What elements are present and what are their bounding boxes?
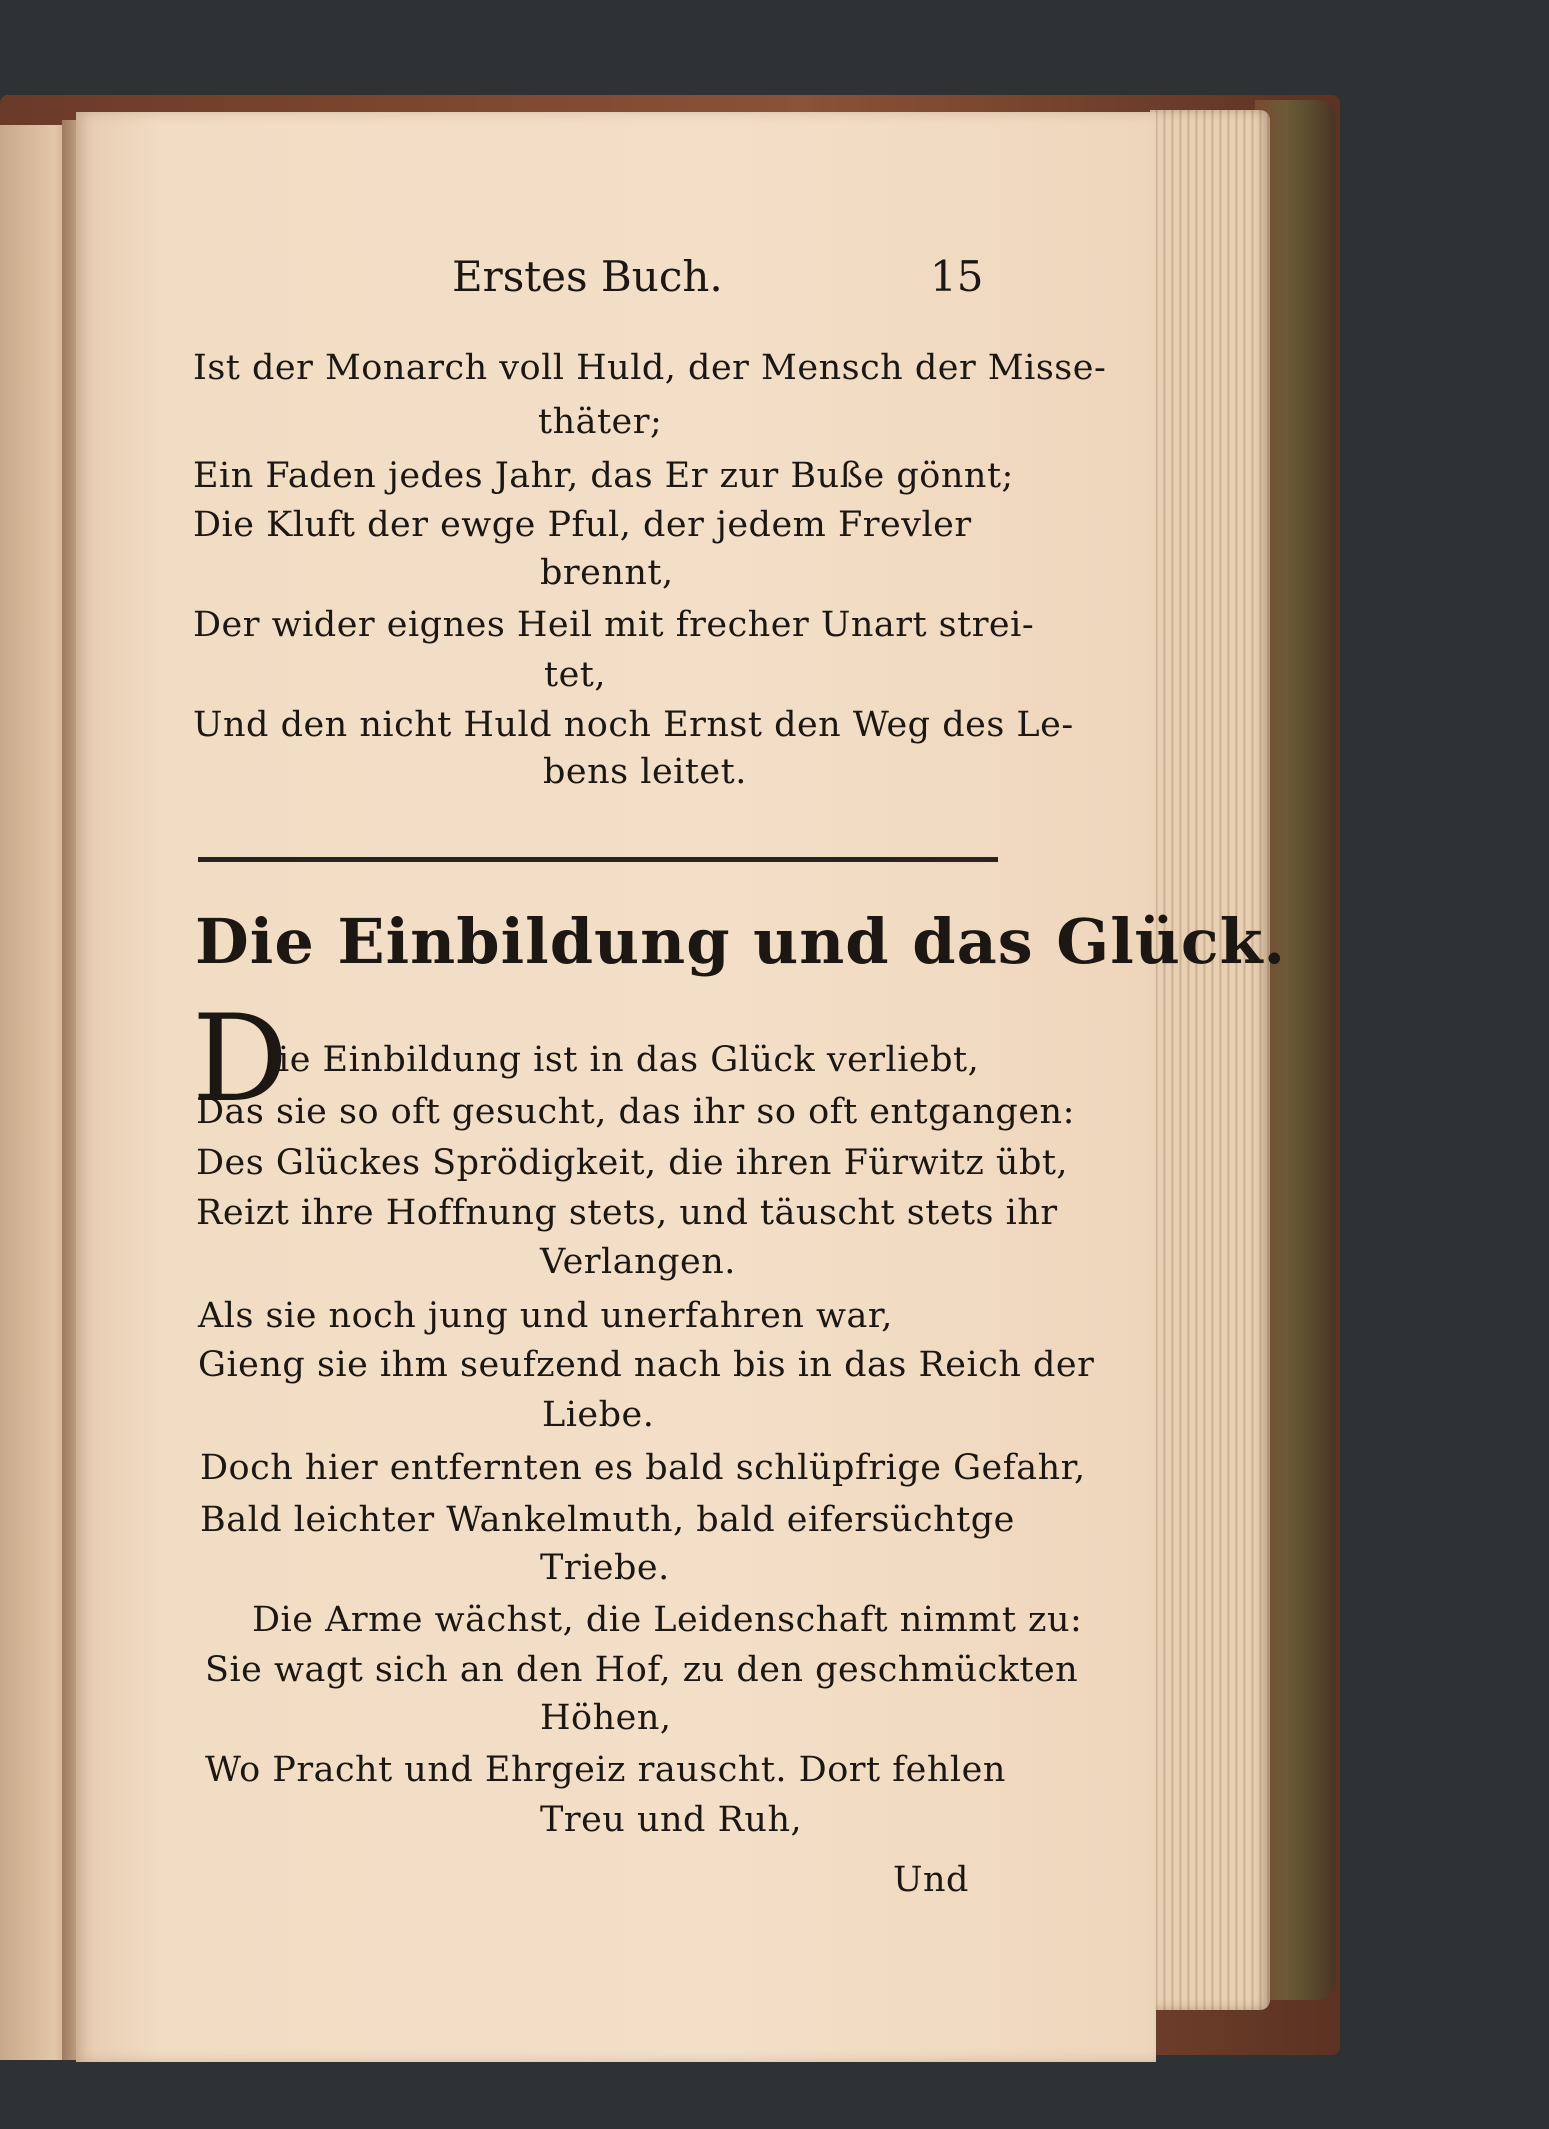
verse-line: Wo Pracht und Ehrgeiz rauscht. Dort fehlen xyxy=(205,1750,1006,1790)
verse-line: Sie wagt sich an den Hof, zu den geschmückten xyxy=(205,1650,1079,1690)
verse-line: Ist der Monarch voll Huld, der Mensch der Misse- xyxy=(193,348,1107,388)
verse-line: Triebe. xyxy=(540,1548,670,1588)
verse-line: Das sie so oft gesucht, das ihr so oft entgangen: xyxy=(196,1092,1075,1132)
verse-line: ie Einbildung ist in das Glück verliebt, xyxy=(278,1040,980,1080)
poem-title: Die Einbildung und das Glück. xyxy=(195,905,1287,978)
verse-line: Und den nicht Huld noch Ernst den Weg des Le- xyxy=(193,705,1074,745)
running-head: Erstes Buch. xyxy=(452,252,723,301)
verse-line: Ein Faden jedes Jahr, das Er zur Buße gönnt; xyxy=(193,456,1014,496)
verse-line: tet, xyxy=(544,655,606,695)
verse-line: bens leitet. xyxy=(543,752,747,792)
page-stack-edges xyxy=(1150,110,1270,2010)
verse-line: Verlangen. xyxy=(540,1242,736,1282)
drop-cap: D xyxy=(192,990,289,1129)
verse-line: thäter; xyxy=(538,402,663,442)
verse-line: Die Arme wächst, die Leidenschaft nimmt zu: xyxy=(252,1600,1083,1640)
page-number: 15 xyxy=(930,252,984,301)
verse-line: Doch hier entfernten es bald schlüpfrige Gefahr, xyxy=(200,1448,1086,1488)
section-divider xyxy=(198,857,998,862)
verse-line: Reizt ihre Hoffnung stets, und täuscht stets ihr xyxy=(196,1193,1058,1233)
verse-line: Des Glückes Sprödigkeit, die ihren Fürwitz übt, xyxy=(196,1143,1069,1183)
verse-line: brennt, xyxy=(540,553,674,593)
verse-line: Gieng sie ihm seufzend nach bis in das Reich der xyxy=(198,1345,1095,1385)
verse-line: Die Kluft der ewge Pful, der jedem Frevler xyxy=(193,505,972,545)
verse-line: Bald leichter Wankelmuth, bald eifersüchtge xyxy=(200,1500,1015,1540)
verse-line: Treu und Ruh, xyxy=(540,1800,803,1840)
catchword: Und xyxy=(893,1860,969,1900)
verse-line: Als sie noch jung und unerfahren war, xyxy=(198,1296,893,1336)
verse-line: Höhen, xyxy=(540,1698,672,1738)
verse-line: Der wider eignes Heil mit frecher Unart strei- xyxy=(193,605,1035,645)
verse-line: Liebe. xyxy=(542,1395,655,1435)
